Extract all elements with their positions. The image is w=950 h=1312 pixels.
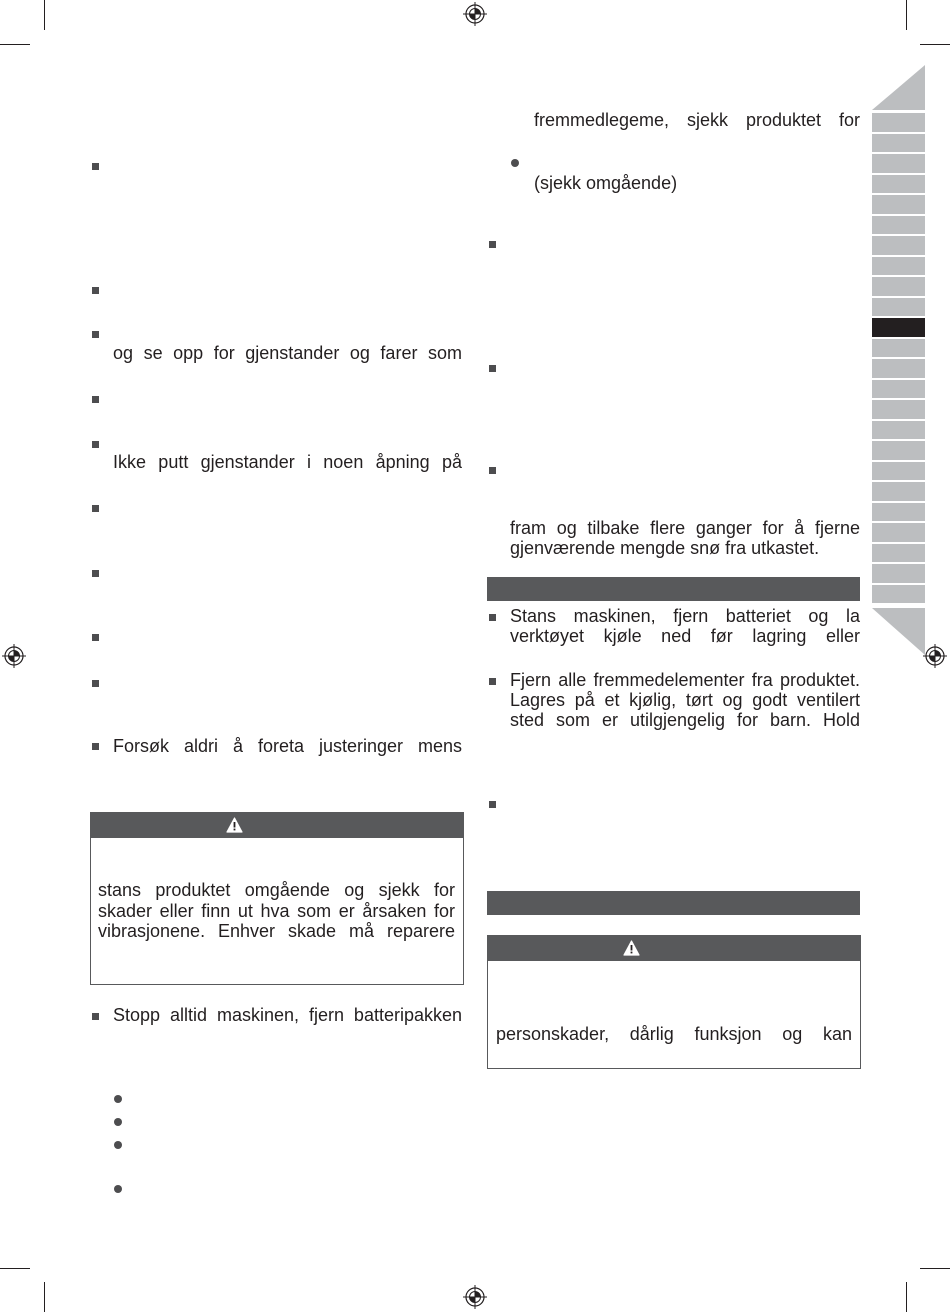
paragraph-line: fremmedlegeme, sjekk produktet for — [534, 110, 860, 130]
paragraph-line: sted som er utilgjengelig for barn. Hold — [510, 710, 860, 730]
square-bullet — [92, 287, 99, 294]
round-bullet — [511, 159, 519, 167]
side-tab — [872, 216, 925, 235]
round-bullet — [114, 1141, 122, 1149]
crop-mark-top-right-horizontal — [920, 44, 950, 45]
side-tab — [872, 462, 925, 481]
warning-box — [487, 935, 861, 1069]
square-bullet — [92, 680, 99, 687]
crop-mark-top-left-vertical — [44, 0, 45, 30]
side-tab — [872, 564, 925, 583]
paragraph-line: Stopp alltid maskinen, fjern batteripakken — [113, 1005, 462, 1025]
side-tab — [872, 482, 925, 501]
paragraph-line: fram og tilbake flere ganger for å fjerne — [510, 518, 860, 538]
section-heading-bar — [487, 577, 860, 601]
square-bullet — [92, 441, 99, 448]
square-bullet — [489, 467, 496, 474]
side-tab-active — [872, 318, 925, 337]
registration-mark-icon — [463, 2, 487, 26]
square-bullet — [92, 396, 99, 403]
square-bullet — [92, 331, 99, 338]
warning-header — [91, 813, 463, 838]
square-bullet — [489, 365, 496, 372]
square-bullet — [489, 801, 496, 808]
warning-header — [488, 936, 860, 961]
round-bullet — [114, 1095, 122, 1103]
paragraph-line: verktøyet kjøle ned før lagring eller — [510, 626, 860, 646]
crop-mark-top-right-vertical — [906, 0, 907, 30]
square-bullet — [92, 634, 99, 641]
warning-icon — [623, 940, 640, 956]
square-bullet — [489, 678, 496, 685]
square-bullet — [92, 743, 99, 750]
side-tab — [872, 503, 925, 522]
paragraph-line: Stans maskinen, fjern batteriet og la — [510, 606, 860, 626]
section-heading-bar — [487, 891, 860, 915]
side-tab — [872, 339, 925, 358]
warning-text-line: personskader, dårlig funksjon og kan — [496, 1024, 852, 1044]
side-tab — [872, 441, 925, 460]
side-tab — [872, 523, 925, 542]
paragraph-line: (sjekk omgående) — [534, 173, 678, 193]
side-tab — [872, 134, 925, 153]
side-tab — [872, 359, 925, 378]
square-bullet — [92, 505, 99, 512]
paragraph-line: og se opp for gjenstander og farer som — [113, 343, 462, 363]
square-bullet — [92, 570, 99, 577]
paragraph-line: Ikke putt gjenstander i noen åpning på — [113, 452, 462, 472]
registration-mark-icon — [463, 1285, 487, 1309]
side-tab — [872, 421, 925, 440]
side-tab — [872, 257, 925, 276]
square-bullet — [92, 163, 99, 170]
warning-text-line: stans produktet omgående og sjekk for — [98, 880, 455, 900]
side-tab-bottom-triangle — [872, 608, 925, 655]
registration-mark-icon — [2, 644, 26, 668]
crop-mark-bottom-right-vertical — [906, 1282, 907, 1312]
side-tab — [872, 380, 925, 399]
warning-text-line: vibrasjonene. Enhver skade må reparere — [98, 921, 455, 941]
side-tab-top-triangle — [872, 65, 925, 110]
crop-mark-bottom-right-horizontal — [920, 1268, 950, 1269]
side-tab — [872, 175, 925, 194]
paragraph-line: Forsøk aldri å foreta justeringer mens — [113, 736, 462, 756]
side-tab — [872, 400, 925, 419]
square-bullet — [92, 1013, 99, 1020]
crop-mark-bottom-left-horizontal — [0, 1268, 30, 1269]
registration-mark-icon — [923, 644, 947, 668]
warning-icon — [226, 817, 243, 833]
paragraph-line: Fjern alle fremmedelementer fra produktet. — [510, 670, 860, 690]
side-tab — [872, 154, 925, 173]
crop-mark-top-left-horizontal — [0, 44, 30, 45]
side-tab — [872, 195, 925, 214]
side-tab — [872, 113, 925, 132]
round-bullet — [114, 1185, 122, 1193]
square-bullet — [489, 241, 496, 248]
side-tab — [872, 544, 925, 563]
side-tab — [872, 585, 925, 604]
crop-mark-bottom-left-vertical — [44, 1282, 45, 1312]
side-tab — [872, 298, 925, 317]
side-tab — [872, 277, 925, 296]
paragraph-line: gjenværende mengde snø fra utkastet. — [510, 538, 820, 558]
warning-box — [90, 812, 464, 985]
paragraph-line: Lagres på et kjølig, tørt og godt ventilert — [510, 690, 860, 710]
side-tab — [872, 236, 925, 255]
warning-text-line: skader eller finn ut hva som er årsaken for — [98, 901, 455, 921]
square-bullet — [489, 614, 496, 621]
round-bullet — [114, 1118, 122, 1126]
